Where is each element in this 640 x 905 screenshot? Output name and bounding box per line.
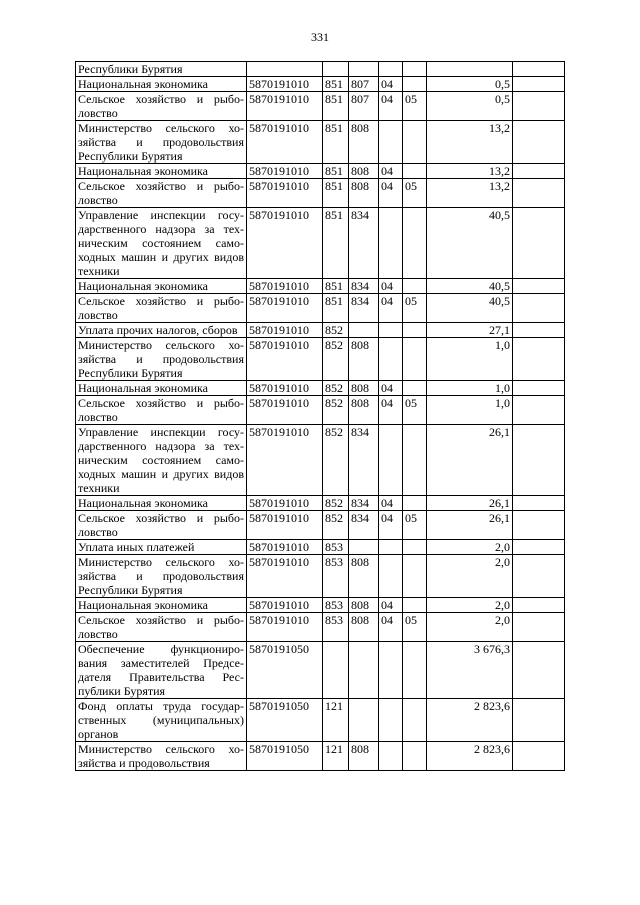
amount-extra-cell xyxy=(513,496,565,511)
subsection-code-cell xyxy=(403,121,427,164)
subsection-code-cell xyxy=(403,598,427,613)
section-code-cell: 04 xyxy=(379,381,403,396)
target-code-cell: 5870191010 xyxy=(247,613,323,642)
amount-cell: 2,0 xyxy=(427,613,513,642)
expense-type-cell: 852 xyxy=(323,511,349,540)
table-row xyxy=(76,77,565,92)
item-name-cell: Министерство сельского хозяйства и продовольствия Республики Бурятия xyxy=(76,555,247,598)
expense-type-cell: 851 xyxy=(323,92,349,121)
target-code-cell: 5870191010 xyxy=(247,598,323,613)
item-name-cell: Сельское хозяйство и рыболовство xyxy=(76,396,247,425)
subsection-code-cell xyxy=(403,496,427,511)
budget-table xyxy=(75,61,565,771)
target-code-cell: 5870191010 xyxy=(247,496,323,511)
table-row xyxy=(76,555,565,598)
section-code-cell: 04 xyxy=(379,279,403,294)
section-code-cell xyxy=(379,208,403,279)
subsection-code-cell xyxy=(403,699,427,742)
section-code-cell xyxy=(379,425,403,496)
table-row xyxy=(76,62,565,77)
table-row xyxy=(76,511,565,540)
ministry-code-cell: 808 xyxy=(349,338,379,381)
amount-cell: 40,5 xyxy=(427,208,513,279)
expense-type-cell: 853 xyxy=(323,598,349,613)
subsection-code-cell xyxy=(403,164,427,179)
ministry-code-cell: 808 xyxy=(349,555,379,598)
ministry-code-cell xyxy=(349,62,379,77)
amount-cell: 26,1 xyxy=(427,425,513,496)
section-code-cell: 04 xyxy=(379,598,403,613)
expense-type-cell: 851 xyxy=(323,77,349,92)
section-code-cell: 04 xyxy=(379,511,403,540)
target-code-cell xyxy=(247,62,323,77)
target-code-cell: 5870191010 xyxy=(247,294,323,323)
ministry-code-cell: 808 xyxy=(349,396,379,425)
subsection-code-cell xyxy=(403,742,427,771)
item-name-cell: Сельское хозяйство и рыболовство xyxy=(76,511,247,540)
table-row xyxy=(76,294,565,323)
amount-cell: 40,5 xyxy=(427,279,513,294)
subsection-code-cell xyxy=(403,540,427,555)
target-code-cell: 5870191050 xyxy=(247,742,323,771)
target-code-cell: 5870191050 xyxy=(247,699,323,742)
subsection-code-cell xyxy=(403,381,427,396)
ministry-code-cell: 807 xyxy=(349,77,379,92)
table-row xyxy=(76,208,565,279)
subsection-code-cell xyxy=(403,62,427,77)
item-name-cell: Национальная экономика xyxy=(76,381,247,396)
target-code-cell: 5870191010 xyxy=(247,179,323,208)
item-name-cell: Сельское хозяйство и рыболовство xyxy=(76,613,247,642)
target-code-cell: 5870191010 xyxy=(247,279,323,294)
section-code-cell xyxy=(379,699,403,742)
target-code-cell: 5870191010 xyxy=(247,381,323,396)
item-name-cell: Обеспечение функционирования заместителей Председателя Правительства Республики Бурятия xyxy=(76,642,247,699)
subsection-code-cell: 05 xyxy=(403,613,427,642)
expense-type-cell: 853 xyxy=(323,555,349,598)
item-name-cell: Министерство сельского хозяйства и продовольствия Республики Бурятия xyxy=(76,121,247,164)
amount-extra-cell xyxy=(513,613,565,642)
expense-type-cell: 852 xyxy=(323,323,349,338)
item-name-cell: Министерство сельского хозяйства и продовольствия xyxy=(76,742,247,771)
amount-extra-cell xyxy=(513,742,565,771)
amount-extra-cell xyxy=(513,540,565,555)
amount-cell xyxy=(427,62,513,77)
ministry-code-cell: 834 xyxy=(349,425,379,496)
budget-table-body xyxy=(76,62,565,771)
table-row xyxy=(76,381,565,396)
table-row xyxy=(76,396,565,425)
table-row xyxy=(76,179,565,208)
subsection-code-cell xyxy=(403,425,427,496)
amount-extra-cell xyxy=(513,511,565,540)
subsection-code-cell xyxy=(403,323,427,338)
expense-type-cell: 853 xyxy=(323,540,349,555)
subsection-code-cell: 05 xyxy=(403,511,427,540)
amount-cell: 0,5 xyxy=(427,92,513,121)
amount-cell: 13,2 xyxy=(427,121,513,164)
subsection-code-cell: 05 xyxy=(403,179,427,208)
ministry-code-cell: 808 xyxy=(349,613,379,642)
amount-cell: 2,0 xyxy=(427,555,513,598)
expense-type-cell: 851 xyxy=(323,294,349,323)
table-row xyxy=(76,121,565,164)
ministry-code-cell: 808 xyxy=(349,598,379,613)
section-code-cell xyxy=(379,642,403,699)
amount-extra-cell xyxy=(513,294,565,323)
expense-type-cell: 851 xyxy=(323,179,349,208)
section-code-cell xyxy=(379,555,403,598)
subsection-code-cell xyxy=(403,279,427,294)
table-row xyxy=(76,613,565,642)
subsection-code-cell xyxy=(403,555,427,598)
item-name-cell: Республики Бурятия xyxy=(76,62,247,77)
expense-type-cell: 852 xyxy=(323,338,349,381)
expense-type-cell: 851 xyxy=(323,121,349,164)
section-code-cell: 04 xyxy=(379,496,403,511)
target-code-cell: 5870191010 xyxy=(247,540,323,555)
table-row xyxy=(76,642,565,699)
target-code-cell: 5870191010 xyxy=(247,164,323,179)
expense-type-cell: 851 xyxy=(323,279,349,294)
item-name-cell: Уплата иных платежей xyxy=(76,540,247,555)
table-row xyxy=(76,323,565,338)
amount-extra-cell xyxy=(513,396,565,425)
amount-cell: 2,0 xyxy=(427,598,513,613)
table-row xyxy=(76,699,565,742)
expense-type-cell: 852 xyxy=(323,496,349,511)
item-name-cell: Сельское хозяйство и рыболовство xyxy=(76,179,247,208)
section-code-cell: 04 xyxy=(379,77,403,92)
amount-cell: 26,1 xyxy=(427,511,513,540)
ministry-code-cell xyxy=(349,699,379,742)
section-code-cell: 04 xyxy=(379,294,403,323)
expense-type-cell: 121 xyxy=(323,699,349,742)
ministry-code-cell: 808 xyxy=(349,121,379,164)
item-name-cell: Фонд оплаты труда государственных (муниципальных) органов xyxy=(76,699,247,742)
subsection-code-cell xyxy=(403,642,427,699)
target-code-cell: 5870191010 xyxy=(247,77,323,92)
subsection-code-cell: 05 xyxy=(403,92,427,121)
amount-extra-cell xyxy=(513,208,565,279)
section-code-cell: 04 xyxy=(379,179,403,208)
amount-cell: 13,2 xyxy=(427,179,513,208)
amount-extra-cell xyxy=(513,92,565,121)
amount-cell: 27,1 xyxy=(427,323,513,338)
ministry-code-cell xyxy=(349,540,379,555)
expense-type-cell: 853 xyxy=(323,613,349,642)
item-name-cell: Национальная экономика xyxy=(76,164,247,179)
section-code-cell: 04 xyxy=(379,164,403,179)
amount-extra-cell xyxy=(513,338,565,381)
subsection-code-cell: 05 xyxy=(403,396,427,425)
target-code-cell: 5870191010 xyxy=(247,92,323,121)
amount-extra-cell xyxy=(513,62,565,77)
target-code-cell: 5870191010 xyxy=(247,208,323,279)
target-code-cell: 5870191010 xyxy=(247,511,323,540)
table-row xyxy=(76,425,565,496)
ministry-code-cell xyxy=(349,642,379,699)
amount-cell: 2 823,6 xyxy=(427,742,513,771)
amount-extra-cell xyxy=(513,598,565,613)
ministry-code-cell: 834 xyxy=(349,496,379,511)
expense-type-cell: 852 xyxy=(323,381,349,396)
amount-cell: 3 676,3 xyxy=(427,642,513,699)
expense-type-cell xyxy=(323,62,349,77)
item-name-cell: Уплата прочих налогов, сборов xyxy=(76,323,247,338)
ministry-code-cell: 834 xyxy=(349,279,379,294)
section-code-cell xyxy=(379,742,403,771)
subsection-code-cell xyxy=(403,208,427,279)
table-row xyxy=(76,338,565,381)
target-code-cell: 5870191010 xyxy=(247,555,323,598)
amount-extra-cell xyxy=(513,642,565,699)
table-row xyxy=(76,598,565,613)
ministry-code-cell: 834 xyxy=(349,511,379,540)
expense-type-cell: 852 xyxy=(323,425,349,496)
amount-cell: 26,1 xyxy=(427,496,513,511)
subsection-code-cell: 05 xyxy=(403,294,427,323)
expense-type-cell: 852 xyxy=(323,396,349,425)
expense-type-cell xyxy=(323,642,349,699)
amount-cell: 13,2 xyxy=(427,164,513,179)
table-row xyxy=(76,742,565,771)
amount-extra-cell xyxy=(513,699,565,742)
section-code-cell: 04 xyxy=(379,613,403,642)
amount-extra-cell xyxy=(513,555,565,598)
amount-cell: 1,0 xyxy=(427,381,513,396)
item-name-cell: Сельское хозяйство и рыболовство xyxy=(76,92,247,121)
ministry-code-cell: 808 xyxy=(349,742,379,771)
target-code-cell: 5870191010 xyxy=(247,121,323,164)
table-row xyxy=(76,164,565,179)
item-name-cell: Управление инспекции государственного надзора за техническим состоянием самоходных машин и других видов техники xyxy=(76,208,247,279)
subsection-code-cell xyxy=(403,338,427,381)
item-name-cell: Управление инспекции государственного надзора за техническим состоянием самоходных машин и других видов техники xyxy=(76,425,247,496)
target-code-cell: 5870191010 xyxy=(247,425,323,496)
section-code-cell xyxy=(379,62,403,77)
amount-extra-cell xyxy=(513,179,565,208)
ministry-code-cell: 808 xyxy=(349,164,379,179)
amount-extra-cell xyxy=(513,381,565,396)
ministry-code-cell: 807 xyxy=(349,92,379,121)
item-name-cell: Национальная экономика xyxy=(76,77,247,92)
target-code-cell: 5870191010 xyxy=(247,338,323,381)
table-row xyxy=(76,92,565,121)
section-code-cell xyxy=(379,540,403,555)
amount-extra-cell xyxy=(513,77,565,92)
amount-extra-cell xyxy=(513,121,565,164)
amount-cell: 2 823,6 xyxy=(427,699,513,742)
amount-extra-cell xyxy=(513,425,565,496)
target-code-cell: 5870191010 xyxy=(247,396,323,425)
amount-cell: 2,0 xyxy=(427,540,513,555)
amount-extra-cell xyxy=(513,279,565,294)
section-code-cell xyxy=(379,323,403,338)
amount-cell: 1,0 xyxy=(427,338,513,381)
expense-type-cell: 121 xyxy=(323,742,349,771)
amount-extra-cell xyxy=(513,164,565,179)
item-name-cell: Национальная экономика xyxy=(76,279,247,294)
table-row xyxy=(76,496,565,511)
ministry-code-cell xyxy=(349,323,379,338)
expense-type-cell: 851 xyxy=(323,164,349,179)
item-name-cell: Национальная экономика xyxy=(76,598,247,613)
expense-type-cell: 851 xyxy=(323,208,349,279)
amount-cell: 40,5 xyxy=(427,294,513,323)
ministry-code-cell: 834 xyxy=(349,294,379,323)
section-code-cell: 04 xyxy=(379,396,403,425)
subsection-code-cell xyxy=(403,77,427,92)
item-name-cell: Министерство сельского хозяйства и продовольствия Республики Бурятия xyxy=(76,338,247,381)
amount-cell: 1,0 xyxy=(427,396,513,425)
target-code-cell: 5870191050 xyxy=(247,642,323,699)
section-code-cell: 04 xyxy=(379,92,403,121)
amount-extra-cell xyxy=(513,323,565,338)
item-name-cell: Национальная экономика xyxy=(76,496,247,511)
ministry-code-cell: 834 xyxy=(349,208,379,279)
section-code-cell xyxy=(379,338,403,381)
ministry-code-cell: 808 xyxy=(349,179,379,208)
ministry-code-cell: 808 xyxy=(349,381,379,396)
amount-cell: 0,5 xyxy=(427,77,513,92)
page-number: 331 xyxy=(311,30,329,44)
table-row xyxy=(76,540,565,555)
target-code-cell: 5870191010 xyxy=(247,323,323,338)
item-name-cell: Сельское хозяйство и рыболовство xyxy=(76,294,247,323)
section-code-cell xyxy=(379,121,403,164)
table-row xyxy=(76,279,565,294)
